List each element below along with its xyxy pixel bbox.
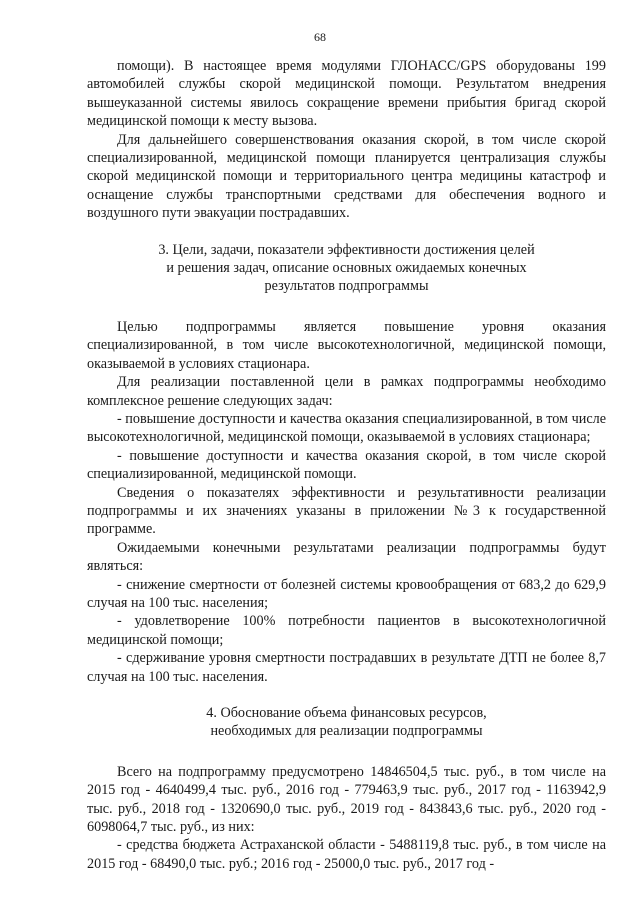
section-3-heading-line: результатов подпрограммы: [264, 278, 429, 295]
paragraph-results-intro: Ожидаемыми конечными результатами реализации подпрограммы будут являться:: [87, 539, 606, 575]
paragraph-goal: Целью подпрограммы является повышение уровня оказания специализированной, в том числе высокотехнологичной, медицинской помощи, оказываемой в условиях стационара.: [87, 318, 606, 372]
document-body: [87, 57, 606, 873]
list-item-funding-source: - средства бюджета Астраханской области - 5488119,8 тыс. руб., в том числе на 2015 год - 68490,0 тыс. руб.; 2016 год - 25000,0 тыс. руб., 2017 год -: [87, 837, 606, 872]
paragraph-tasks-intro: Для реализации поставленной цели в рамках подпрограммы необходимо комплексное решение следующих задач:: [87, 374, 606, 409]
section-4-heading: [87, 704, 606, 741]
paragraph-funding-total: Всего на подпрограмму предусмотрено 14846504,5 тыс. руб., в том числе на 2015 год - 4640499,4 тыс. руб., 2016 год - 779463,9 тыс. руб., 2017 год - 1163942,9 тыс. руб., 2018 год - 1320690,0 тыс. руб., 2019 год - 843843,6 тыс. руб., 2020 год - 6098064,7 тыс. руб., из них:: [87, 763, 606, 836]
section-4-heading-line: 4. Обоснование объема финансовых ресурсов,: [206, 705, 487, 721]
section-4-heading-line: необходимых для реализации подпрограммы: [210, 723, 483, 740]
page-number: 68: [314, 30, 326, 44]
list-item-result: - сдерживание уровня смертности пострадавших в результате ДТП не более 8,7 случая на 100 тыс. населения.: [87, 650, 606, 685]
paragraph-centralization: Для дальнейшего совершенствования оказания скорой, в том числе скорой специализированной, медицинской помощи планируется централизация службы скорой медицинской помощи и территориального центра медицины катастроф и оснащение службы транспортными средствами для обеспечения водного и воздушного пути эвакуации пострадавших.: [87, 131, 606, 222]
paragraph-glonass: помощи). В настоящее время модулями ГЛОНАСС/GPS оборудованы 199 автомобилей службы скорой медицинской помощи. Результатом внедрения вышеуказанной системы явилось сокращение времени прибытия бригад скорой медицинской помощи к месту вызова.: [87, 58, 606, 130]
section-3-heading-line: и решения задач, описание основных ожидаемых конечных: [166, 260, 527, 277]
list-item-task: - повышение доступности и качества оказания специализированной, в том числе высокотехнологичной, медицинской помощи, оказываемой в условиях стационара;: [87, 410, 606, 446]
list-item-result: - снижение смертности от болезней системы кровообращения от 683,2 до 629,9 случая на 100 тыс. населения;: [87, 576, 606, 611]
list-item-result: - удовлетворение 100% потребности пациентов в высокотехнологичной медицинской помощи;: [87, 613, 606, 648]
paragraph-indicators: Сведения о показателях эффективности и результативности реализации подпрограммы и их значениях указаны в приложении №3 к государственной программе.: [87, 484, 606, 538]
section-3-heading: [87, 241, 606, 296]
list-item-task: - повышение доступности и качества оказания скорой, в том числе скорой специализированной, медицинской помощи.: [87, 447, 606, 483]
section-3-heading-line: 3. Цели, задачи, показатели эффективности достижения целей: [158, 241, 535, 258]
